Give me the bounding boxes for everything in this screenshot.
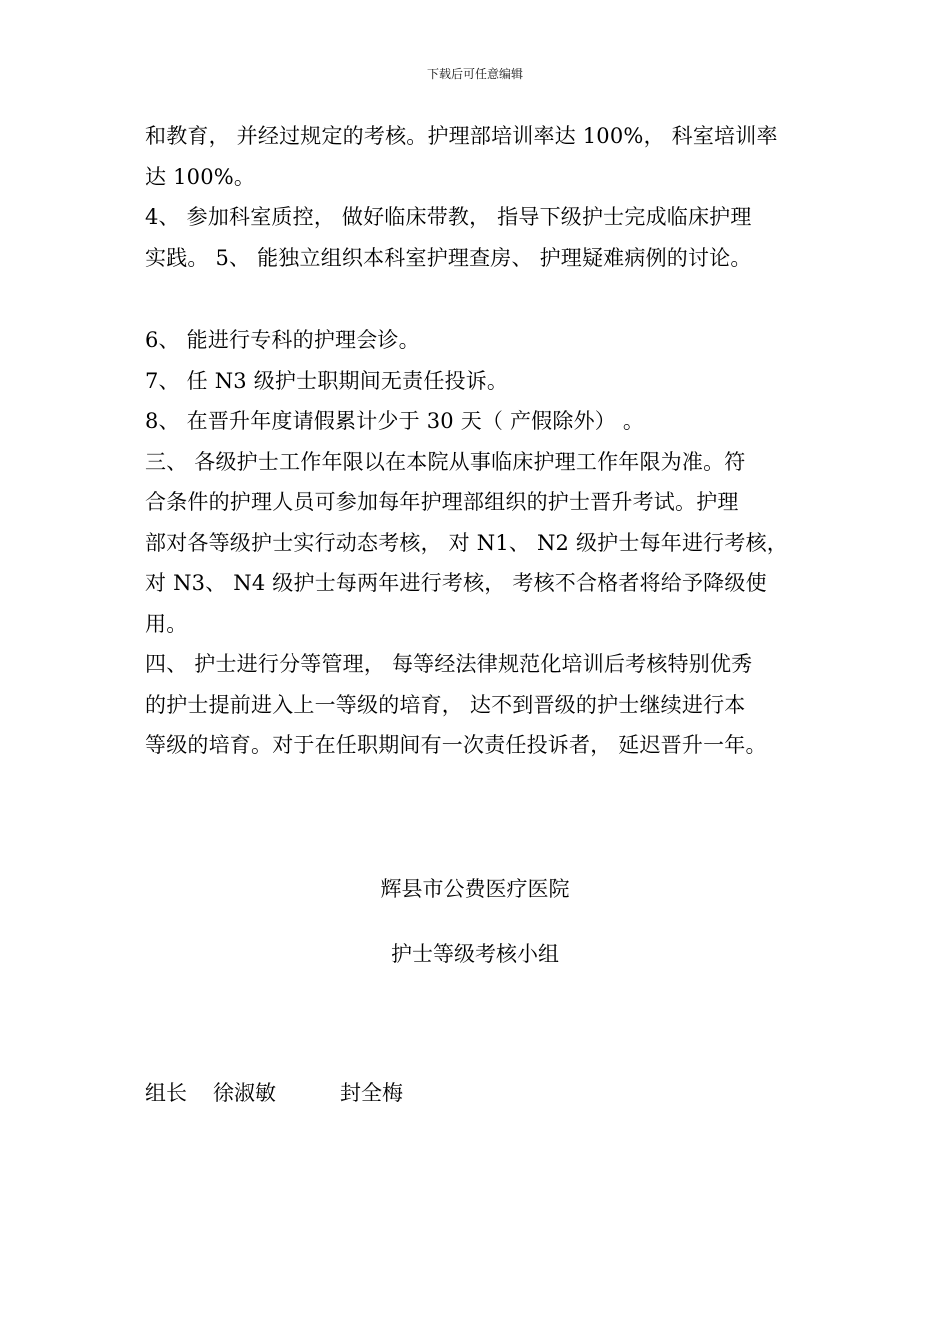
leader-name: 徐淑敏	[213, 1081, 276, 1105]
signers-line	[145, 1078, 403, 1108]
text-line: 实践。 5、 能独立组织本科室护理查房、 护理疑难病例的讨论。	[145, 245, 752, 270]
group-name: 护士等级考核小组	[391, 942, 559, 966]
text-line: 等级的培育。对于在任职期间有一次责任投诉者， 延迟晋升一年。	[145, 733, 767, 757]
text-line: 8、 在晋升年度请假累计少于 30 天（ 产假除外） 。	[145, 409, 645, 433]
text-line: 6、 能进行专科的护理会诊。	[145, 328, 420, 352]
leader-label: 组长	[145, 1081, 187, 1105]
text-line: 的护士提前进入上一等级的培育， 达不到晋级的护士继续进行本	[145, 692, 746, 717]
text-line: 达 100%。	[145, 164, 256, 189]
text-line: 4、 参加科室质控， 做好临床带教， 指导下级护士完成临床护理	[145, 205, 752, 229]
text-line: 部对各等级护士实行动态考核， 对 N1、 N2 级护士每年进行考核，	[145, 530, 788, 555]
page-header-note: 下载后可任意编辑	[426, 67, 523, 81]
text-line: 四、 护士进行分等管理， 每等经法律规范化培训后考核特别优秀	[145, 652, 753, 676]
paragraph-items-4-5	[145, 197, 815, 278]
paragraph-items-6-onward	[145, 320, 815, 766]
text-line: 和教育， 并经过规定的考核。护理部培训率达 100%， 科室培训率	[145, 124, 778, 148]
text-line: 用。	[145, 611, 188, 636]
organization-name: 辉县市公费医疗医院	[380, 877, 570, 901]
leader-name: 封全梅	[340, 1081, 403, 1105]
text-line: 合条件的护理人员可参加每年护理部组织的护士晋升考试。护理	[145, 490, 739, 514]
text-line: 三、 各级护士工作年限以在本院从事临床护理工作年限为准。符	[145, 449, 746, 474]
text-line: 对 N3、 N4 级护士每两年进行考核， 考核不合格者将给予降级使	[145, 571, 767, 595]
text-line: 7、 任 N3 级护士职期间无责任投诉。	[145, 368, 509, 393]
paragraph-training	[145, 116, 815, 197]
